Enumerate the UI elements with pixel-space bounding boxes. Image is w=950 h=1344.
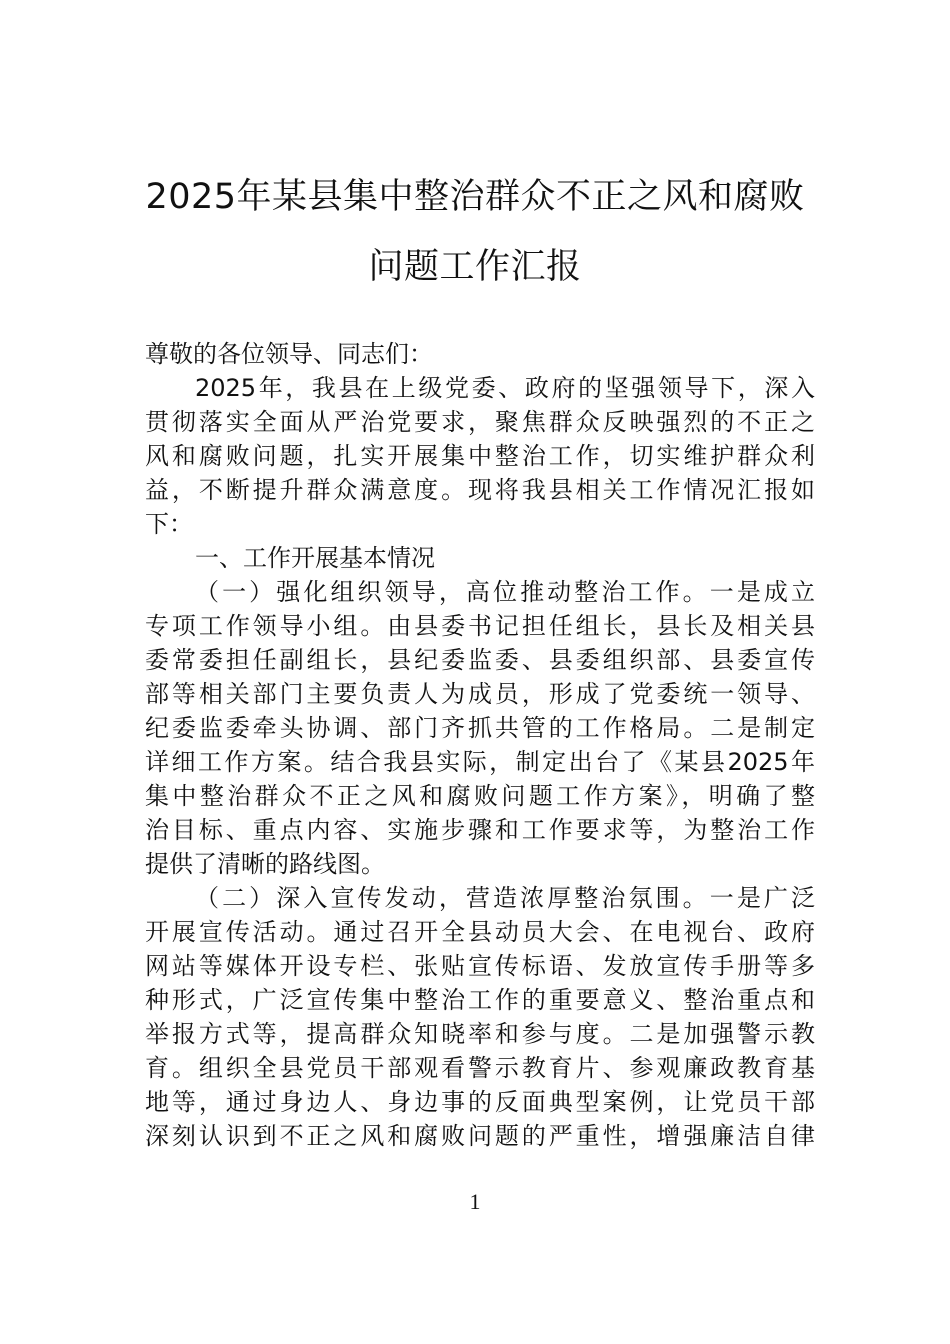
document-title-line-1: 2025年某县集中整治群众不正之风和腐败: [145, 177, 805, 217]
body-line: 2025年，我县在上级党委、政府的坚强领导下，深入: [195, 374, 815, 402]
body-line: 育。组织全县党员干部观看警示教育片、参观廉政教育基: [145, 1054, 815, 1082]
greeting-line: 尊敬的各位领导、同志们：: [145, 340, 433, 368]
body-line: 下：: [145, 510, 193, 538]
body-line: 举报方式等，提高群众知晓率和参与度。二是加强警示教: [145, 1020, 815, 1048]
greeting: [145, 337, 815, 371]
body-line: 地等，通过身边人、身边事的反面典型案例，让党员干部: [145, 1088, 815, 1116]
body-line: 深刻认识到不正之风和腐败问题的严重性，增强廉洁自律: [145, 1122, 815, 1150]
body-line: 治目标、重点内容、实施步骤和工作要求等，为整治工作: [145, 816, 815, 844]
body-line: 委常委担任副组长，县纪委监委、县委组织部、县委宣传: [145, 646, 815, 674]
body-line: 集中整治群众不正之风和腐败问题工作方案》，明确了整: [145, 782, 815, 810]
page-number: 1: [469, 1189, 481, 1214]
body-line: 开展宣传活动。通过召开全县动员大会、在电视台、政府: [145, 918, 815, 946]
body-line: 风和腐败问题，扎实开展集中整治工作，切实维护群众利: [145, 442, 815, 470]
body-line: 部等相关部门主要负责人为成员，形成了党委统一领导、: [145, 680, 815, 708]
body-line: 贯彻落实全面从严治党要求，聚焦群众反映强烈的不正之: [145, 408, 815, 436]
body-line: 网站等媒体开设专栏、张贴宣传标语、发放宣传手册等多: [145, 952, 815, 980]
body-line: （二）深入宣传发动，营造浓厚整治氛围。一是广泛: [195, 884, 815, 912]
body-line: 益，不断提升群众满意度。现将我县相关工作情况汇报如: [145, 476, 815, 504]
body-line: 种形式，广泛宣传集中整治工作的重要意义、整治重点和: [145, 986, 815, 1014]
body-line: 一、工作开展基本情况: [195, 544, 435, 572]
body-line: 详细工作方案。结合我县实际，制定出台了《某县2025年: [145, 748, 815, 776]
report-body: [145, 371, 815, 1153]
body-line: 专项工作领导小组。由县委书记担任组长，县长及相关县: [145, 612, 815, 640]
body-line: 纪委监委牵头协调、部门齐抓共管的工作格局。二是制定: [145, 714, 815, 742]
document-title-line-2: 问题工作汇报: [368, 247, 582, 287]
body-line: （一）强化组织领导，高位推动整治工作。一是成立: [195, 578, 815, 606]
body-line: 提供了清晰的路线图。: [145, 850, 385, 878]
